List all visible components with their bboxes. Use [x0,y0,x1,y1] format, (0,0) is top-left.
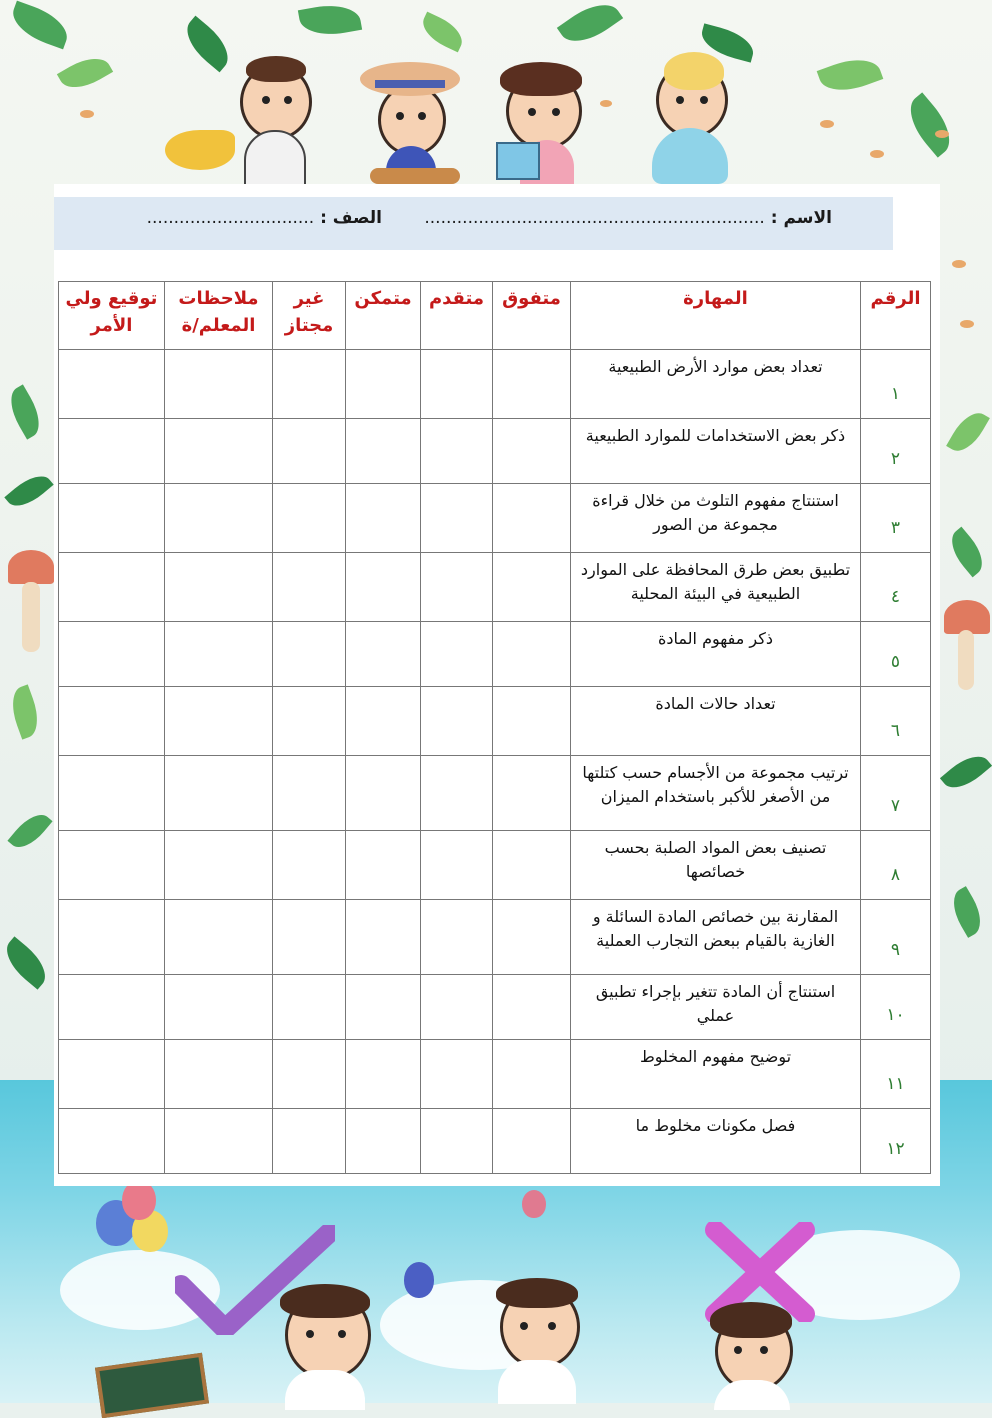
column-header: الرقم [861,282,931,350]
advanced-cell[interactable] [421,687,493,756]
proficient-cell[interactable] [346,687,421,756]
row-number: ٤ [861,553,931,622]
proficient-cell[interactable] [346,622,421,687]
class-field[interactable] [147,208,382,228]
teacher-notes-cell[interactable] [165,622,273,687]
parent-signature-cell[interactable] [59,1040,165,1109]
excellent-cell[interactable] [493,419,571,484]
parent-signature-cell[interactable] [59,484,165,553]
advanced-cell[interactable] [421,831,493,900]
table-row [59,350,931,419]
not-passed-cell[interactable] [273,687,346,756]
teacher-notes-cell[interactable] [165,756,273,831]
parent-signature-cell[interactable] [59,419,165,484]
class-label: الصف : [320,208,382,228]
excellent-cell[interactable] [493,756,571,831]
row-number: ١٢ [861,1109,931,1174]
teacher-notes-cell[interactable] [165,687,273,756]
skill-description: استنتاج مفهوم التلوث من خلال قراءة مجموعة من الصور [571,484,861,553]
skill-description: المقارنة بين خصائص المادة السائلة و الغازية بالقيام ببعض التجارب العملية [571,900,861,975]
proficient-cell[interactable] [346,350,421,419]
skill-description: فصل مكونات مخلوط ما [571,1109,861,1174]
table-row [59,756,931,831]
guitar-icon [370,168,460,184]
skill-description: استنتاج أن المادة تتغير بإجراء تطبيق عملي [571,975,861,1040]
advanced-cell[interactable] [421,975,493,1040]
teacher-notes-cell[interactable] [165,350,273,419]
advanced-cell[interactable] [421,419,493,484]
advanced-cell[interactable] [421,1040,493,1109]
table-row [59,1040,931,1109]
row-number: ٧ [861,756,931,831]
excellent-cell[interactable] [493,622,571,687]
teacher-notes-cell[interactable] [165,900,273,975]
not-passed-cell[interactable] [273,553,346,622]
column-header: متفوق [493,282,571,350]
row-number: ١ [861,350,931,419]
proficient-cell[interactable] [346,831,421,900]
teacher-notes-cell[interactable] [165,831,273,900]
parent-signature-cell[interactable] [59,687,165,756]
not-passed-cell[interactable] [273,622,346,687]
column-header: ملاحظات المعلم/ة [165,282,273,350]
not-passed-cell[interactable] [273,484,346,553]
skill-description: تعداد بعض موارد الأرض الطبيعية [571,350,861,419]
parent-signature-cell[interactable] [59,831,165,900]
row-number: ١١ [861,1040,931,1109]
row-number: ١٠ [861,975,931,1040]
column-header: غير مجتاز [273,282,346,350]
table-row [59,419,931,484]
proficient-cell[interactable] [346,1040,421,1109]
skill-description: تعداد حالات المادة [571,687,861,756]
teacher-notes-cell[interactable] [165,484,273,553]
table-row [59,831,931,900]
proficient-cell[interactable] [346,1109,421,1174]
row-number: ٨ [861,831,931,900]
proficient-cell[interactable] [346,419,421,484]
proficient-cell[interactable] [346,900,421,975]
excellent-cell[interactable] [493,1109,571,1174]
name-label: الاسم : [770,208,832,228]
parent-signature-cell[interactable] [59,975,165,1040]
not-passed-cell[interactable] [273,419,346,484]
parent-signature-cell[interactable] [59,756,165,831]
proficient-cell[interactable] [346,756,421,831]
excellent-cell[interactable] [493,831,571,900]
not-passed-cell[interactable] [273,900,346,975]
excellent-cell[interactable] [493,975,571,1040]
advanced-cell[interactable] [421,756,493,831]
teacher-notes-cell[interactable] [165,975,273,1040]
name-field[interactable] [424,208,832,228]
parent-signature-cell[interactable] [59,553,165,622]
table-row [59,1109,931,1174]
advanced-cell[interactable] [421,350,493,419]
skill-description: ذكر مفهوم المادة [571,622,861,687]
proficient-cell[interactable] [346,975,421,1040]
advanced-cell[interactable] [421,484,493,553]
not-passed-cell[interactable] [273,350,346,419]
teacher-notes-cell[interactable] [165,1040,273,1109]
not-passed-cell[interactable] [273,756,346,831]
parent-signature-cell[interactable] [59,350,165,419]
skills-table [58,281,931,1174]
proficient-cell[interactable] [346,484,421,553]
advanced-cell[interactable] [421,622,493,687]
row-number: ٩ [861,900,931,975]
advanced-cell[interactable] [421,1109,493,1174]
excellent-cell[interactable] [493,900,571,975]
not-passed-cell[interactable] [273,831,346,900]
row-number: ٦ [861,687,931,756]
proficient-cell[interactable] [346,553,421,622]
teacher-notes-cell[interactable] [165,1109,273,1174]
advanced-cell[interactable] [421,553,493,622]
not-passed-cell[interactable] [273,1040,346,1109]
table-header-row [59,282,931,350]
table-row [59,553,931,622]
book-icon [496,142,540,180]
table-row [59,975,931,1040]
teacher-notes-cell[interactable] [165,553,273,622]
skill-description: توضيح مفهوم المخلوط [571,1040,861,1109]
column-header: متقدم [421,282,493,350]
excellent-cell[interactable] [493,484,571,553]
class-dots: ............................... [146,208,315,228]
parent-signature-cell[interactable] [59,622,165,687]
skill-description: ترتيب مجموعة من الأجسام حسب كتلتها من الأصغر للأكبر باستخدام الميزان [571,756,861,831]
table-row [59,484,931,553]
row-number: ٥ [861,622,931,687]
not-passed-cell[interactable] [273,1109,346,1174]
skill-description: ذكر بعض الاستخدامات للموارد الطبيعية [571,419,861,484]
name-dots: ............................................................... [424,208,765,228]
column-header: متمكن [346,282,421,350]
excellent-cell[interactable] [493,553,571,622]
skill-description: تصنيف بعض المواد الصلبة بحسب خصائصها [571,831,861,900]
saxophone-icon [165,130,235,170]
table-row [59,900,931,975]
excellent-cell[interactable] [493,687,571,756]
row-number: ٢ [861,419,931,484]
column-header: المهارة [571,282,861,350]
column-header: توقيع ولي الأمر [59,282,165,350]
row-number: ٣ [861,484,931,553]
table-row [59,687,931,756]
teacher-notes-cell[interactable] [165,419,273,484]
table-row [59,622,931,687]
parent-signature-cell[interactable] [59,1109,165,1174]
skill-description: تطبيق بعض طرق المحافظة على الموارد الطبيعية في البيئة المحلية [571,553,861,622]
parent-signature-cell[interactable] [59,900,165,975]
not-passed-cell[interactable] [273,975,346,1040]
excellent-cell[interactable] [493,1040,571,1109]
excellent-cell[interactable] [493,350,571,419]
advanced-cell[interactable] [421,900,493,975]
